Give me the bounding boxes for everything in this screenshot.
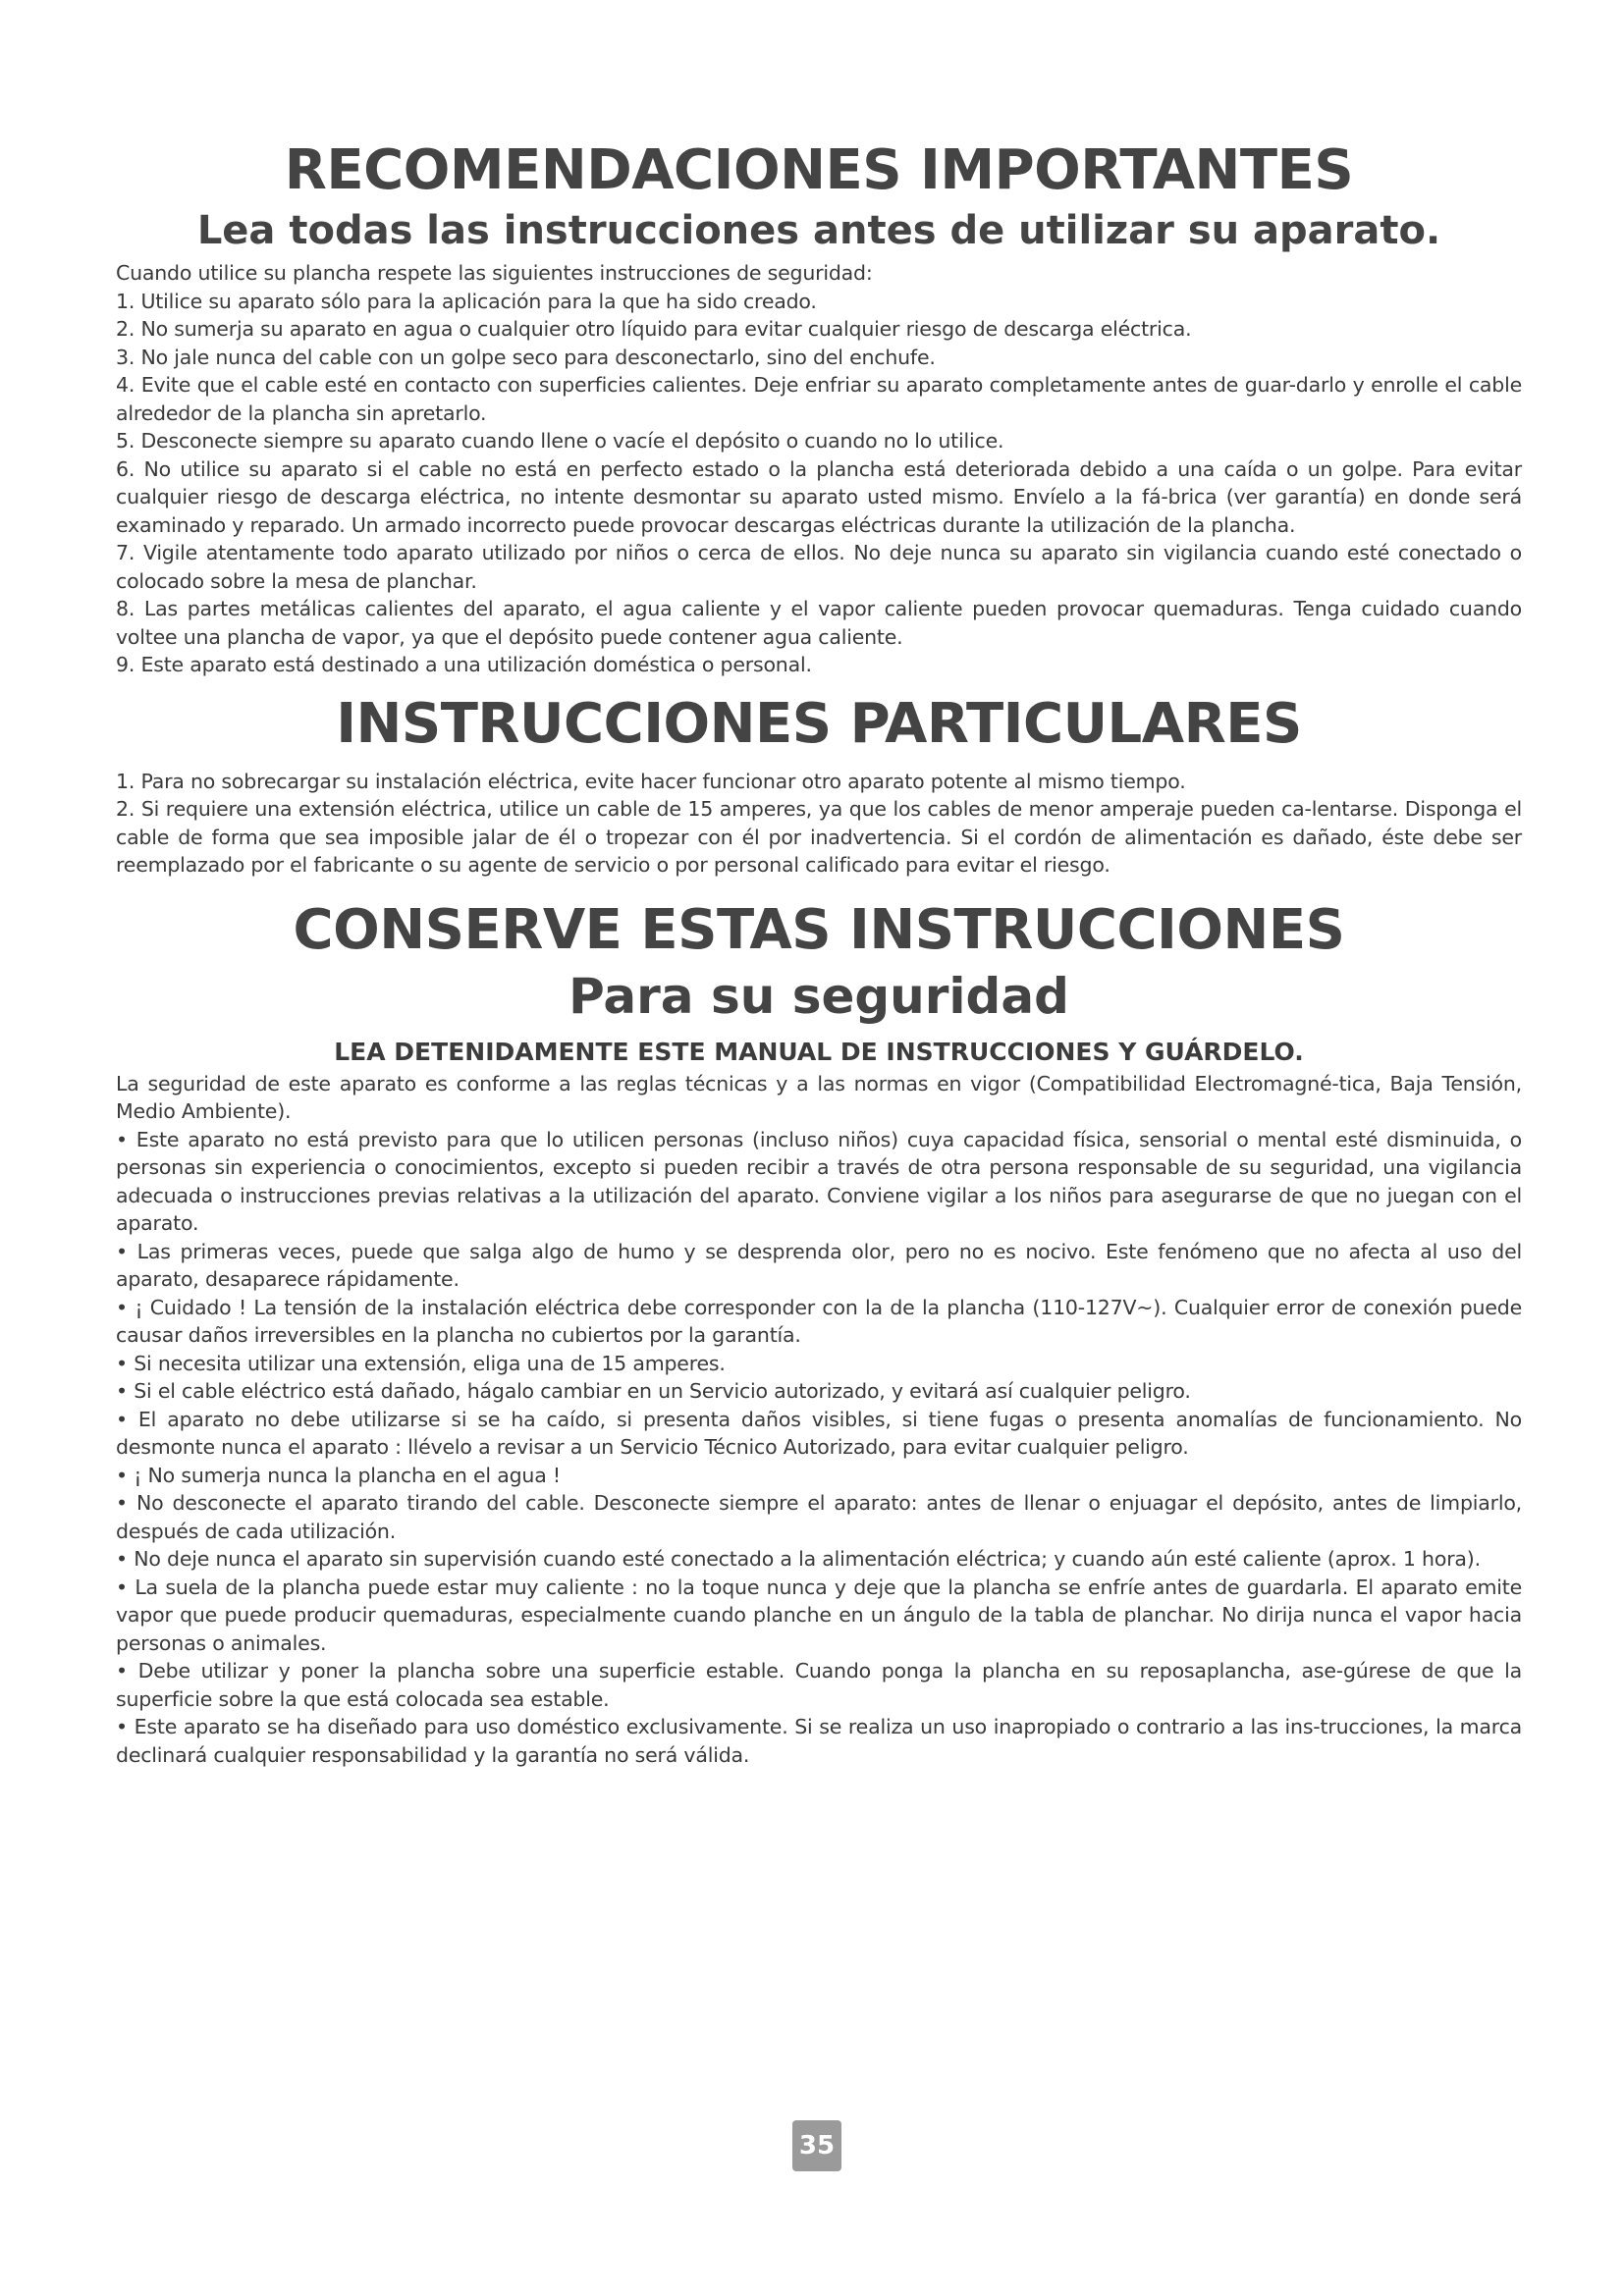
section3-item: • Si necesita utilizar una extensión, eliga una de 15 amperes. (116, 1351, 726, 1375)
section3-item: • No deje nunca el aparato sin supervisión cuando esté conectado a la alimentación eléctrica; y cuando aún esté caliente (aprox. 1 hora). (116, 1547, 1481, 1571)
section2-item: 1. Para no sobrecargar su instalación eléctrica, evite hacer funcionar otro aparato potente al mismo tiempo. (116, 769, 1186, 793)
section3-item: • Las primeras veces, puede que salga algo de humo y se desprenda olor, pero no es nocivo. Este fenómeno que no afecta al uso del aparato, desaparece rápidamente. (116, 1239, 1522, 1291)
section1-item: 4. Evite que el cable esté en contacto con superficies calientes. Deje enfriar su aparato completamente antes de guar-darlo y enrolle el cable alrededor de la plancha sin apretarlo. (116, 373, 1522, 425)
section1-item: 5. Desconecte siempre su aparato cuando llene o vacíe el depósito o cuando no lo utilice. (116, 429, 1004, 453)
page-number-badge: 35 (792, 2120, 841, 2171)
section3-item: • Si el cable eléctrico está dañado, hágalo cambiar en un Servicio autorizado, y evitará así cualquier peligro. (116, 1379, 1191, 1403)
section2 (116, 691, 1522, 880)
section1-title: RECOMENDACIONES IMPORTANTES (284, 138, 1354, 202)
section1-item: 3. No jale nunca del cable con un golpe seco para desconectarlo, sino del enchufe. (116, 345, 936, 369)
section3-heading: LEA DETENIDAMENTE ESTE MANUAL DE INSTRUCCIONES Y GUÁRDELO. (334, 1037, 1304, 1066)
section1-item: 2. No sumerja su aparato en agua o cualquier otro líquido para evitar cualquier riesgo de descarga eléctrica. (116, 317, 1192, 341)
section3-item: • Debe utilizar y poner la plancha sobre una superficie estable. Cuando ponga la plancha en su reposaplancha, ase-gúrese de que la superficie sobre la que está colocada sea estable. (116, 1659, 1522, 1711)
section3-item: • ¡ No sumerja nunca la plancha en el agua ! (116, 1463, 561, 1487)
section1-item: 7. Vigile atentamente todo aparato utilizado por niños o cerca de ellos. No deje nunca su aparato sin vigilancia cuando esté conectado o colocado sobre la mesa de planchar. (116, 541, 1522, 593)
section1-item: 9. Este aparato está destinado a una utilización doméstica o personal. (116, 653, 812, 676)
section1-list (116, 288, 1522, 679)
section1-item: 6. No utilice su aparato si el cable no está en perfecto estado o la plancha está deteriorada debido a una caída o un golpe. Para evitar cualquier riesgo de descarga eléctrica, no intente desmontar su aparato usted mismo. Envíelo a la fá-brica (ver garantía) en donde será examinado y reparado. Un armado incorrecto puede provocar descargas eléctricas durante la utilización de la plancha. (116, 456, 1522, 537)
section1-item: 1. Utilice su aparato sólo para la aplicación para la que ha sido creado. (116, 289, 817, 313)
section3-item: • Este aparato se ha diseñado para uso doméstico exclusivamente. Si se realiza un uso inapropiado o contrario a las ins-trucciones, la marca declinará cualquier responsabilidad y la garantía no será válida. (116, 1715, 1522, 1767)
section3-intro: La seguridad de este aparato es conforme a las reglas técnicas y a las normas en vigor (Compatibilidad Electromagné-tica, Baja Tensión, Medio Ambiente). (116, 1071, 1522, 1123)
section3-item: • La suela de la plancha puede estar muy caliente : no la toque nunca y deje que la plancha se enfríe antes de guardarla. El aparato emite vapor que puede producir quemaduras, especialmente cuando planche en un ángulo de la tabla de planchar. No dirija nunca el vapor hacia personas o animales. (116, 1575, 1522, 1655)
section3-item: • Este aparato no está previsto para que lo utilicen personas (incluso niños) cuya capacidad física, sensorial o mental esté disminuida, o personas sin experiencia o conocimientos, excepto si pueden recibir a través de otra persona responsable de su seguridad, una vigilancia adecuada o instrucciones previas relativas a la utilización del aparato. Conviene vigilar a los niños para asegurarse de que no juegan con el aparato. (116, 1127, 1522, 1235)
section1-subtitle: Lea todas las instrucciones antes de utilizar su aparato. (196, 208, 1441, 253)
section3-item: • ¡ Cuidado ! La tensión de la instalación eléctrica debe corresponder con la de la plancha (110-127V~). Cualquier error de conexión puede causar daños irreversibles en la plancha no cubiertos por la garantía. (116, 1295, 1522, 1347)
section1-item: 8. Las partes metálicas calientes del aparato, el agua caliente y el vapor caliente pueden provocar quemaduras. Tenga cuidado cuando voltee una plancha de vapor, ya que el depósito puede contener agua caliente. (116, 597, 1522, 649)
section3-item: • El aparato no debe utilizarse si se ha caído, si presenta daños visibles, si tiene fugas o presenta anomalías de funcionamiento. No desmonte nunca el aparato : llévelo a revisar a un Servicio Técnico Autorizado, para evitar cualquier peligro. (116, 1407, 1522, 1459)
manual-page (116, 137, 1522, 1769)
section3-title: CONSERVE ESTAS INSTRUCCIONES (293, 897, 1345, 962)
section2-list (116, 768, 1522, 880)
section2-item: 2. Si requiere una extensión eléctrica, utilice un cable de 15 amperes, ya que los cables de menor amperaje pueden ca-lentarse. Disponga el cable de forma que sea imposible jalar de él o tropezar con él por inadvertencia. Si el cordón de alimentación es dañado, éste debe ser reemplazado por el fabricante o su agente de servicio o por personal calificado para evitar el riesgo. (116, 797, 1522, 877)
section3-item: • No desconecte el aparato tirando del cable. Desconecte siempre el aparato: antes de llenar o enjuagar el depósito, antes de limpiarlo, después de cada utilización. (116, 1491, 1522, 1543)
section3-subtitle: Para su seguridad (568, 967, 1069, 1025)
section1-intro: Cuando utilice su plancha respete las siguientes instrucciones de seguridad: (116, 261, 873, 285)
section2-title: INSTRUCCIONES PARTICULARES (336, 691, 1302, 756)
section3 (116, 897, 1522, 1770)
